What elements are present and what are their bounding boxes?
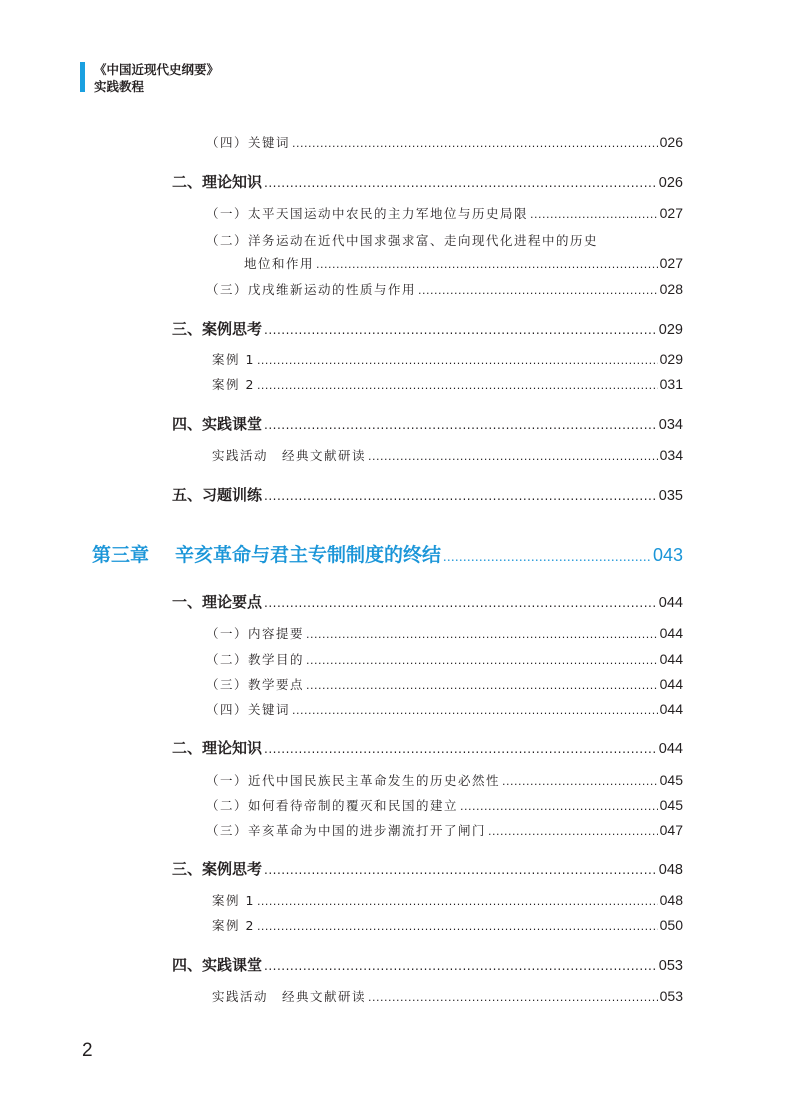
toc-entry-page: 053 — [659, 988, 683, 1004]
toc-entry-label: （四）关键词 — [206, 135, 291, 150]
toc-leader — [264, 959, 657, 973]
toc-section[interactable] — [172, 484, 683, 506]
toc-chapter[interactable] — [92, 540, 683, 568]
toc-entry-label: （二）如何看待帝制的覆灭和民国的建立 — [206, 798, 459, 813]
toc-leader — [488, 825, 658, 838]
toc-section-page: 044 — [658, 741, 683, 757]
header-accent-bar — [80, 62, 85, 92]
toc-entry-label: （一）内容提要 — [206, 626, 305, 641]
toc-entry-label: 实践活动 经典文献研读 — [212, 989, 367, 1004]
toc-section-label: 四、实践课堂 — [172, 415, 263, 433]
toc-section-page: 029 — [658, 322, 683, 338]
toc-section-label: 二、理论知识 — [172, 173, 263, 191]
toc-entry-page: 027 — [659, 255, 683, 271]
toc-entry-label: 案例 1 — [212, 352, 255, 367]
toc-leader — [257, 920, 658, 933]
toc-section-page: 026 — [658, 175, 683, 191]
page-number: 2 — [82, 1040, 93, 1061]
toc-entry-page: 027 — [659, 205, 683, 221]
toc-leader — [306, 654, 658, 667]
toc-section-label: 五、习题训练 — [172, 486, 263, 504]
toc-entry-page: 045 — [659, 772, 683, 788]
toc-entry-label: （三）教学要点 — [206, 677, 305, 692]
toc-leader — [530, 208, 658, 221]
toc-entry[interactable] — [212, 350, 683, 370]
toc-section[interactable] — [172, 858, 683, 880]
toc-entry-label: （一）太平天国运动中农民的主力军地位与历史局限 — [206, 206, 529, 221]
toc-entry-page: 031 — [659, 376, 683, 392]
toc-section-label: 二、理论知识 — [172, 739, 263, 757]
toc-leader — [292, 137, 658, 150]
toc-leader — [264, 596, 657, 610]
toc-entry[interactable] — [206, 280, 683, 300]
toc-section[interactable] — [172, 171, 683, 193]
toc-entry[interactable] — [206, 650, 683, 670]
toc-entry-page: 047 — [659, 822, 683, 838]
toc-leader — [257, 379, 658, 392]
toc-entry-page: 034 — [659, 447, 683, 463]
toc-entry[interactable] — [206, 624, 683, 644]
toc-section[interactable] — [172, 413, 683, 435]
toc-section[interactable] — [172, 318, 683, 340]
toc-entry-page: 045 — [659, 797, 683, 813]
toc-leader — [368, 991, 658, 1004]
toc-section-label: 三、案例思考 — [172, 860, 263, 878]
toc-entry-label: 实践活动 经典文献研读 — [212, 448, 367, 463]
chapter-title: 辛亥革命与君主专制制度的终结 — [175, 545, 442, 566]
toc-leader — [264, 863, 657, 877]
toc-entry-page: 050 — [659, 917, 683, 933]
toc-section-page: 035 — [658, 488, 683, 504]
toc-leader — [264, 323, 657, 337]
toc-leader — [443, 550, 651, 566]
toc-entry[interactable] — [212, 891, 683, 911]
toc-leader — [502, 775, 658, 788]
toc-entry[interactable] — [206, 133, 683, 153]
toc-section-page: 034 — [658, 417, 683, 433]
toc-section-label: 三、案例思考 — [172, 320, 263, 338]
toc-leader — [460, 800, 658, 813]
book-title: 《中国近现代史纲要》 — [94, 62, 220, 77]
toc-leader — [257, 354, 658, 367]
toc-entry-label: （四）关键词 — [206, 702, 291, 717]
toc-entry[interactable] — [206, 821, 683, 841]
toc-entry[interactable] — [212, 446, 683, 466]
toc-entry-label-line1[interactable]: （二）洋务运动在近代中国求强求富、走向现代化进程中的历史 — [206, 233, 599, 248]
toc-leader — [264, 176, 657, 190]
chapter-page: 043 — [652, 545, 683, 565]
toc-leader — [264, 489, 657, 503]
toc-leader — [306, 679, 658, 692]
toc-entry-label: 地位和作用 — [244, 256, 315, 271]
toc-leader — [264, 742, 657, 756]
toc-section[interactable] — [172, 737, 683, 759]
toc-section-label: 一、理论要点 — [172, 593, 263, 611]
toc-entry-label: 案例 2 — [212, 918, 255, 933]
toc-section-label: 四、实践课堂 — [172, 956, 263, 974]
toc-entry-label: （一）近代中国民族民主革命发生的历史必然性 — [206, 773, 501, 788]
toc-entry-label: （三）戊戌维新运动的性质与作用 — [206, 282, 417, 297]
toc-entry[interactable] — [206, 675, 683, 695]
toc-section-page: 048 — [658, 862, 683, 878]
toc-entry[interactable] — [206, 796, 683, 816]
toc-leader — [292, 704, 658, 717]
toc-leader — [306, 628, 658, 641]
toc-entry-label: （三）辛亥革命为中国的进步潮流打开了闸门 — [206, 823, 487, 838]
chapter-number: 第三章 — [92, 545, 150, 566]
toc-entry-label: 案例 1 — [212, 893, 255, 908]
toc-entry[interactable] — [212, 916, 683, 936]
toc-entry-page: 026 — [659, 134, 683, 150]
toc-entry-page: 044 — [659, 701, 683, 717]
toc-entry-label: （二）教学目的 — [206, 652, 305, 667]
toc-entry-page: 044 — [659, 651, 683, 667]
toc-entry[interactable] — [212, 987, 683, 1007]
toc-entry[interactable] — [206, 204, 683, 224]
toc-entry-page: 028 — [659, 281, 683, 297]
toc-entry[interactable] — [212, 375, 683, 395]
toc-entry-page: 029 — [659, 351, 683, 367]
book-subtitle: 实践教程 — [94, 79, 145, 94]
toc-entry-page: 044 — [659, 625, 683, 641]
toc-section[interactable] — [172, 954, 683, 976]
toc-section[interactable] — [172, 591, 683, 613]
toc-leader — [257, 895, 658, 908]
toc-entry-label: 案例 2 — [212, 377, 255, 392]
toc-leader — [316, 258, 658, 271]
toc-entry[interactable] — [206, 700, 683, 720]
toc-leader — [368, 450, 658, 463]
toc-entry[interactable] — [206, 771, 683, 791]
toc-entry-page: 044 — [659, 676, 683, 692]
toc-leader — [264, 418, 657, 432]
toc-section-page: 053 — [658, 958, 683, 974]
toc-entry[interactable] — [244, 254, 683, 274]
toc-entry-page: 048 — [659, 892, 683, 908]
toc-section-page: 044 — [658, 595, 683, 611]
toc-leader — [418, 284, 658, 297]
